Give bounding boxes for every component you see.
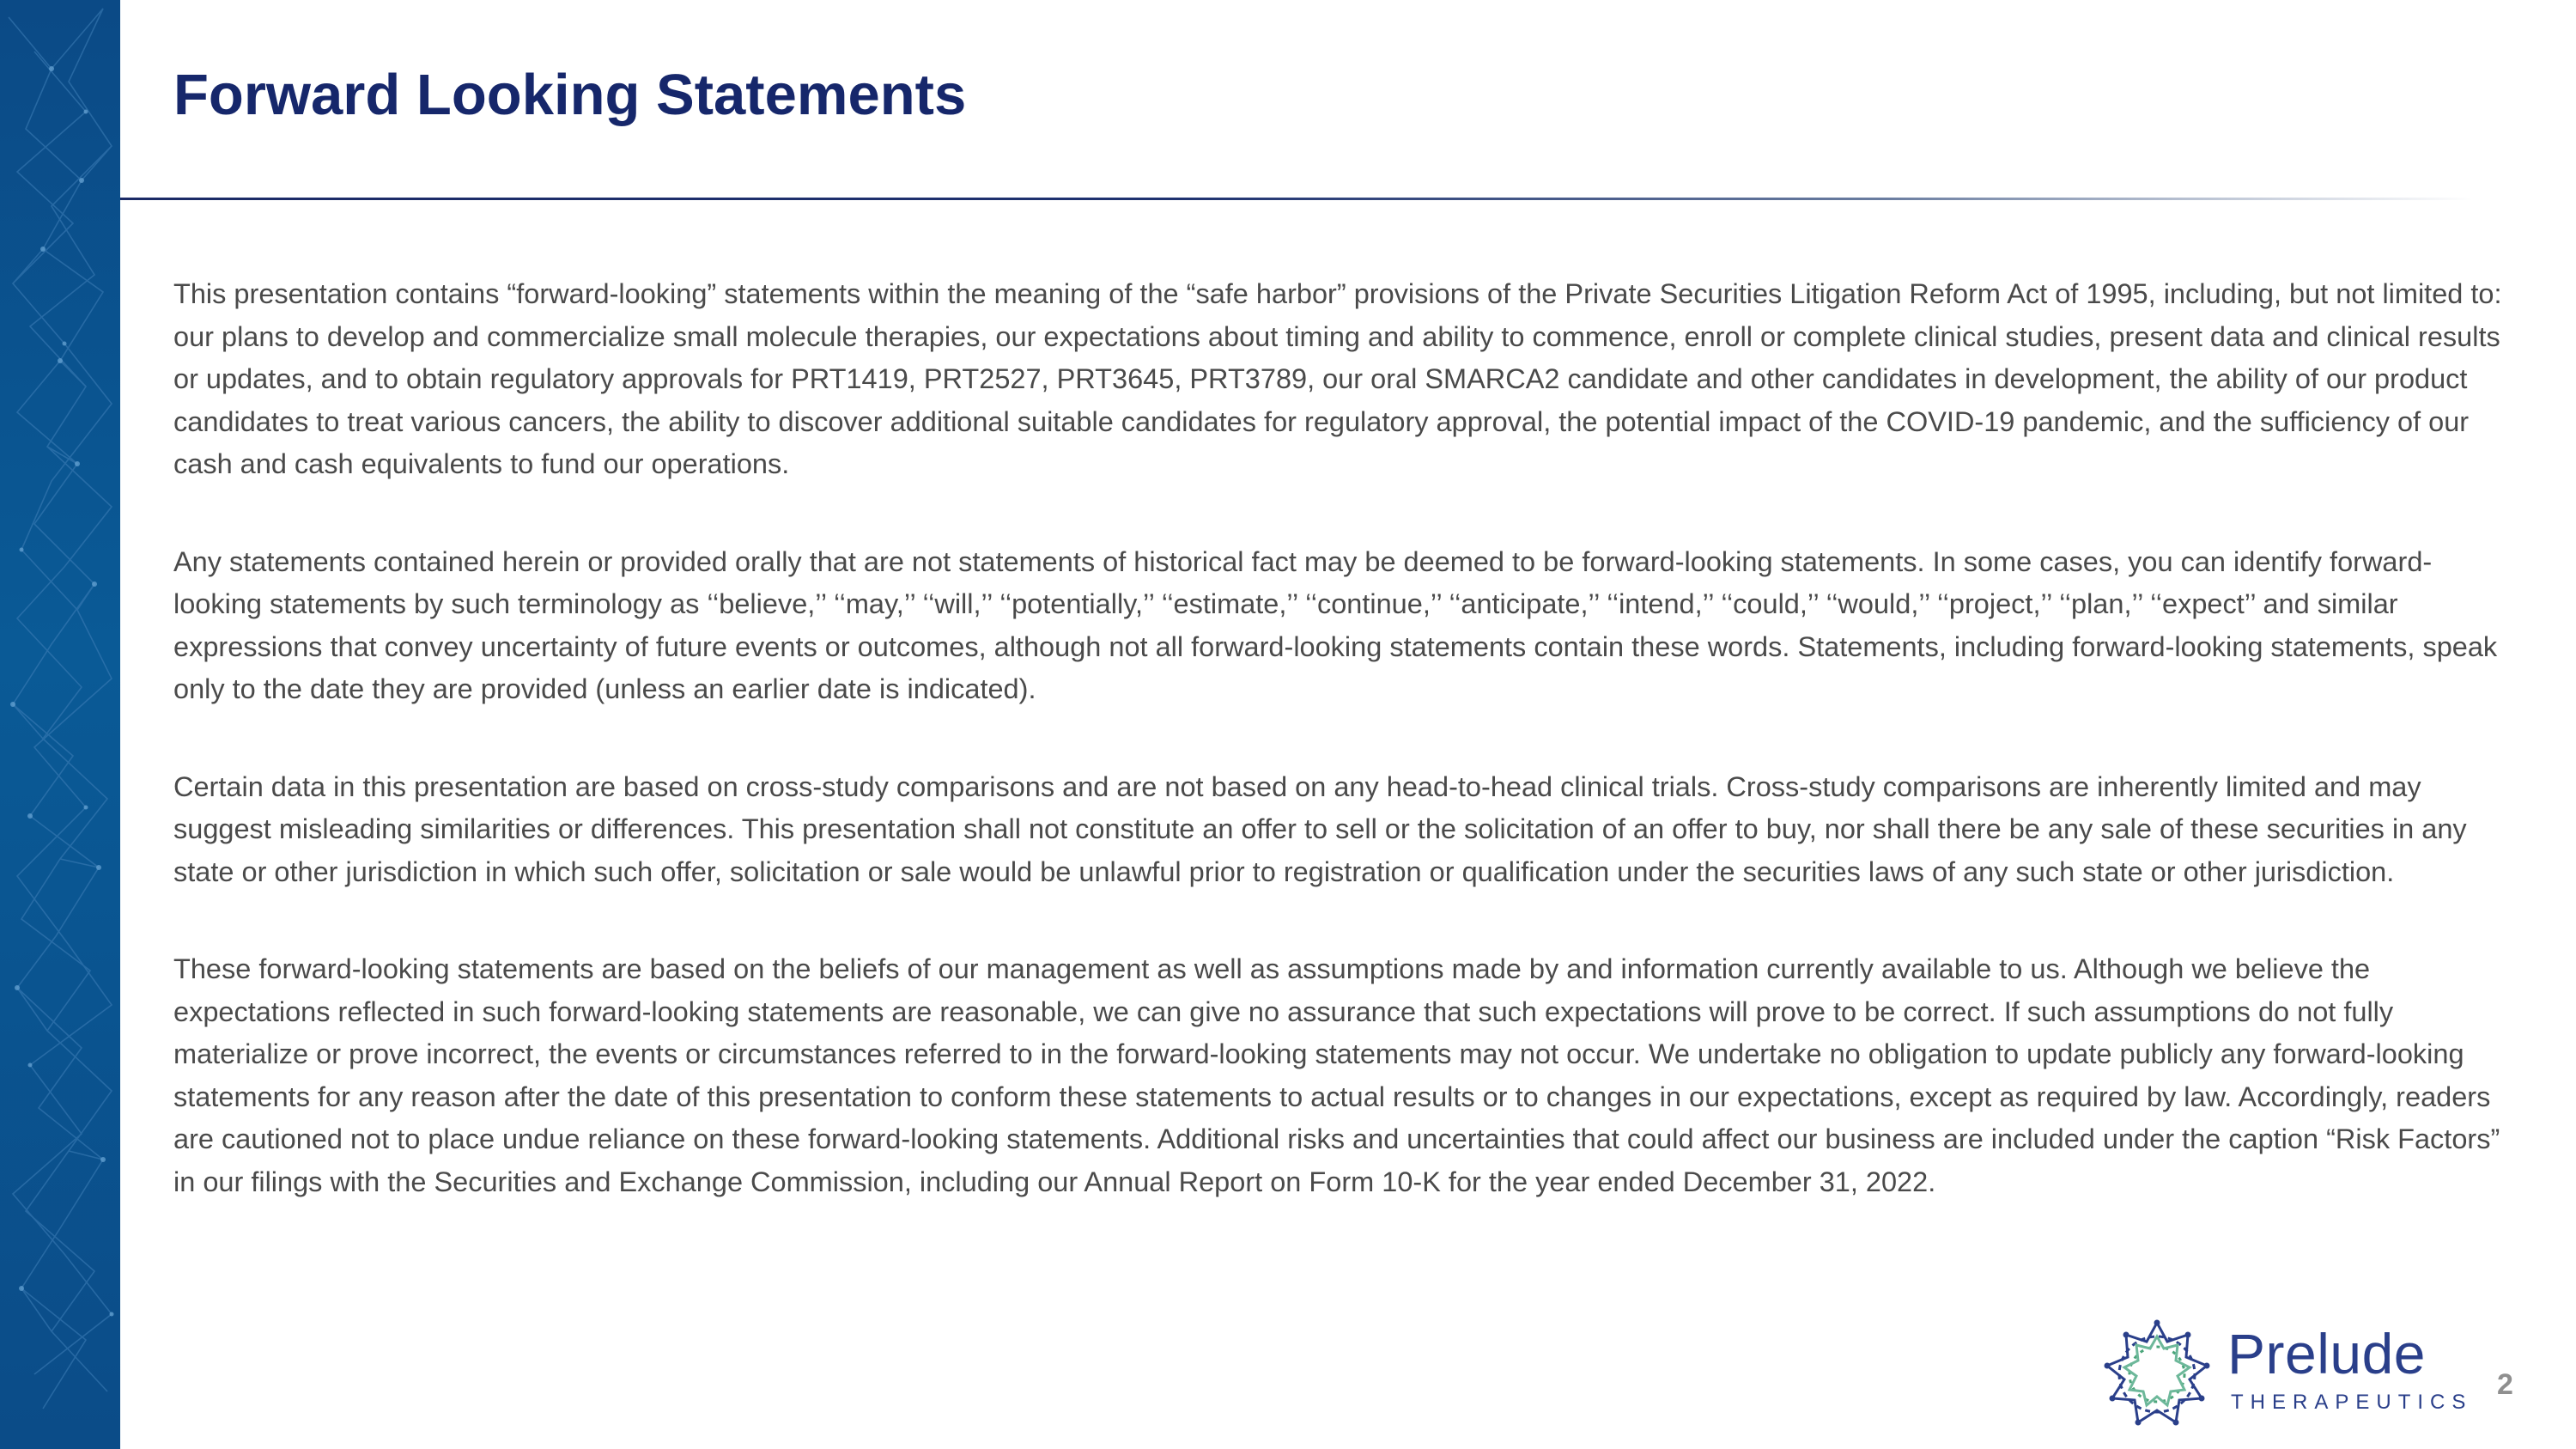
company-logo xyxy=(2097,1314,2473,1434)
paragraph-cross-study: Certain data in this presentation are based on cross-study comparisons and are not based on any head-to-head clinical trials. Cross-study comparisons are inherently limited and may suggest misleading similarities or differences. This presentation shall not constitute an offer to sell or the solicitation of an offer to buy, nor shall there be any sale of these securities in any state or other jurisdiction in which such offer, solicitation or sale would be unlawful prior to registration or qualification under the securities laws of any such state or other jurisdiction. xyxy=(173,770,2467,887)
logo-wordmark: Prelude xyxy=(2227,1322,2426,1385)
paragraph-safe-harbor: This presentation contains “forward-looking” statements within the meaning of the “safe harbor” provisions of the Private Securities Litigation Reform Act of 1995, including, but not limited to: our plans to develop and commercialize small molecule therapies, our expectations about timing and ability to commence, enroll or complete clinical studies, present data and clinical results or updates, and to obtain regulatory approvals for PRT1419, PRT2527, PRT3645, PRT3789, our oral SMARCA2 candidate and other candidates in development, the ability of our product candidates to treat various cancers, the ability to discover additional suitable candidates for regulatory approval, the potential impact of the COVID-19 pandemic, and the sufficiency of our cash and cash equivalents to fund our operations. xyxy=(173,278,2502,479)
decorative-side-band xyxy=(0,0,120,1449)
title-divider xyxy=(120,198,2473,200)
page-title: Forward Looking Statements xyxy=(173,63,967,127)
page-number: 2 xyxy=(2497,1368,2513,1401)
network-pattern-icon xyxy=(0,0,120,1449)
logo-tagline: THERAPEUTICS xyxy=(2231,1391,2473,1414)
paragraph-terminology: Any statements contained herein or provided orally that are not statements of historical fact may be deemed to be forward-looking statements. In some cases, you can identify forward-looking statements by such terminology as ‘‘believe,’’ ‘‘may,’’ ‘‘will,’’ ‘‘potentially,’’ ‘‘estimate,’’ ‘‘continue,’’ ‘‘anticipate,’’ ‘‘intend,’’ ‘‘could,’’ ‘‘would,’’ ‘‘project,’’ ‘‘plan,’’ ‘‘expect’’ and similar expressions that convey uncertainty of future events or outcomes, although not all forward-looking statements contain these words. Statements, including forward-looking statements, speak only to the date they are provided (unless an earlier date is indicated). xyxy=(173,545,2498,704)
statements-body xyxy=(173,273,2509,1258)
paragraph-beliefs: These forward-looking statements are based on the beliefs of our management as well as assumptions made by and information currently available to us. Although we believe the expectations reflected in such forward-looking statements are reasonable, we can give no assurance that such expectations will prove to be correct. If such assumptions do not fully materialize or prove incorrect, the events or circumstances referred to in the forward-looking statements may not occur. We undertake no obligation to update publicly any forward-looking statements for any reason after the date of this presentation to conform these statements to actual results or to changes in our expectations, except as required by law. Accordingly, readers are cautioned not to place undue reliance on these forward-looking statements. Additional risks and uncertainties that could affect our business are included under the caption “Risk Factors” in our filings with the Securities and Exchange Commission, including our Annual Report on Form 10-K for the year ended December 31, 2022. xyxy=(173,953,2500,1197)
prelude-molecule-icon xyxy=(2097,1314,2217,1434)
